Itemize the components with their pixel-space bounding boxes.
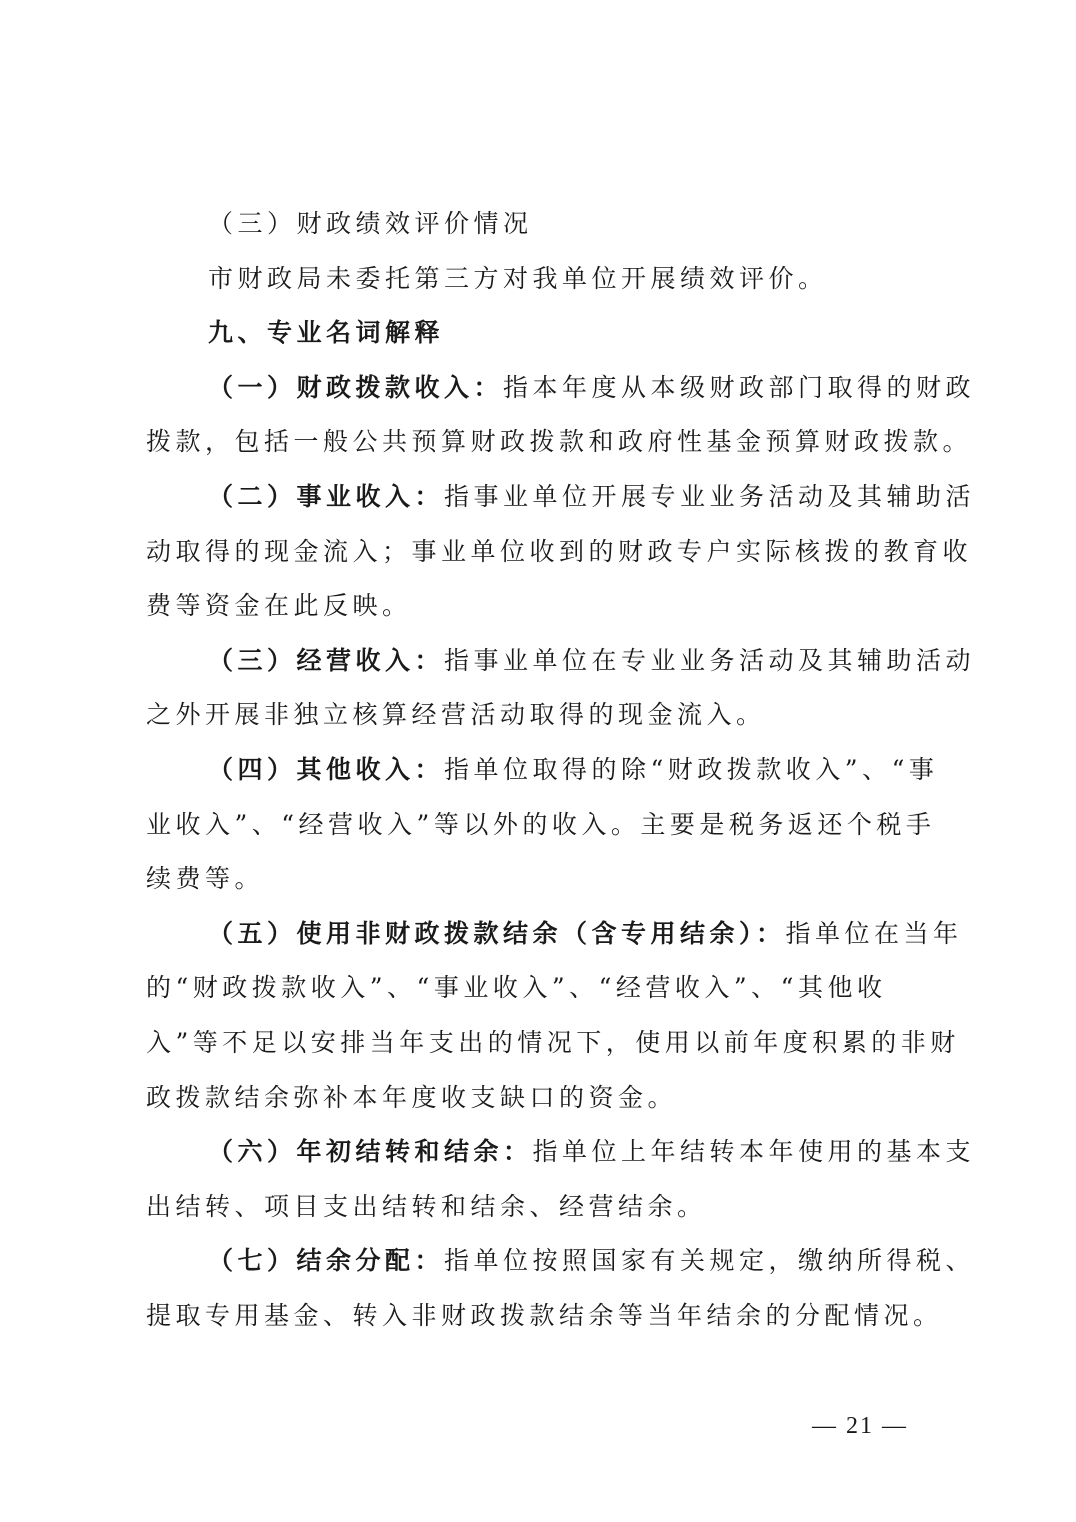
document-page [146, 197, 976, 1343]
definition-term: （一）财政拨款收入： [208, 372, 504, 402]
definition-text: 指单位在当年 [785, 918, 963, 948]
definition-line: 的“财政拨款收入”、“事业收入”、“经营收入”、“其他收 [146, 973, 887, 1003]
definition-line [146, 1125, 976, 1180]
definition-line [146, 634, 976, 689]
paragraph: 市财政局未委托第三方对我单位开展绩效评价。 [208, 263, 828, 293]
definition-text: 指事业单位开展专业业务活动及其辅助活 [444, 481, 976, 511]
definition-line [146, 907, 963, 962]
definition-term: （七）结余分配： [208, 1246, 445, 1276]
definition-text: 指本年度从本级财政部门取得的财政 [503, 372, 976, 402]
definition-text: 指单位上年结转本年使用的基本支 [532, 1137, 976, 1167]
definition-line: 提取专用基金、转入非财政拨款结余等当年结余的分配情况。 [146, 1300, 943, 1330]
definition-term: （三）经营收入： [208, 645, 445, 675]
definition-line [146, 470, 976, 525]
page-number: — 21 — [812, 1413, 908, 1439]
definition-line: 动取得的现金流入；事业单位收到的财政专户实际核拨的教育收 [146, 536, 973, 566]
definition-text: 指单位取得的除“财政拨款收入”、“事 [444, 754, 939, 784]
definition-text: 指单位按照国家有关规定，缴纳所得税、 [444, 1246, 976, 1276]
definition-line [146, 1234, 976, 1289]
definition-term: （二）事业收入： [208, 481, 445, 511]
section-heading: 九、专业名词解释 [208, 318, 445, 348]
definition-line: 拨款，包括一般公共预算财政拨款和政府性基金预算财政拨款。 [146, 427, 973, 457]
definition-text: 指事业单位在专业业务活动及其辅助活动 [444, 645, 976, 675]
definition-line: 续费等。 [146, 864, 265, 894]
definition-term: （四）其他收入： [208, 754, 445, 784]
definition-line: 入”等不足以安排当年支出的情况下，使用以前年度积累的非财 [146, 1027, 960, 1057]
definition-term: （六）年初结转和结余： [208, 1137, 533, 1167]
definition-term: （五）使用非财政拨款结余（含专用结余）： [208, 918, 786, 948]
definition-line [146, 361, 976, 416]
definition-line: 之外开展非独立核算经营活动取得的现金流入。 [146, 700, 766, 730]
definition-line [146, 743, 942, 798]
definition-line: 政拨款结余弥补本年度收支缺口的资金。 [146, 1082, 678, 1112]
definition-line: 费等资金在此反映。 [146, 591, 412, 621]
section-title: （三）财政绩效评价情况 [208, 209, 533, 238]
definition-line: 出结转、项目支出结转和结余、经营结余。 [146, 1191, 707, 1221]
definition-line: 业收入”、“经营收入”等以外的收入。主要是税务返还个税手 [146, 809, 936, 839]
